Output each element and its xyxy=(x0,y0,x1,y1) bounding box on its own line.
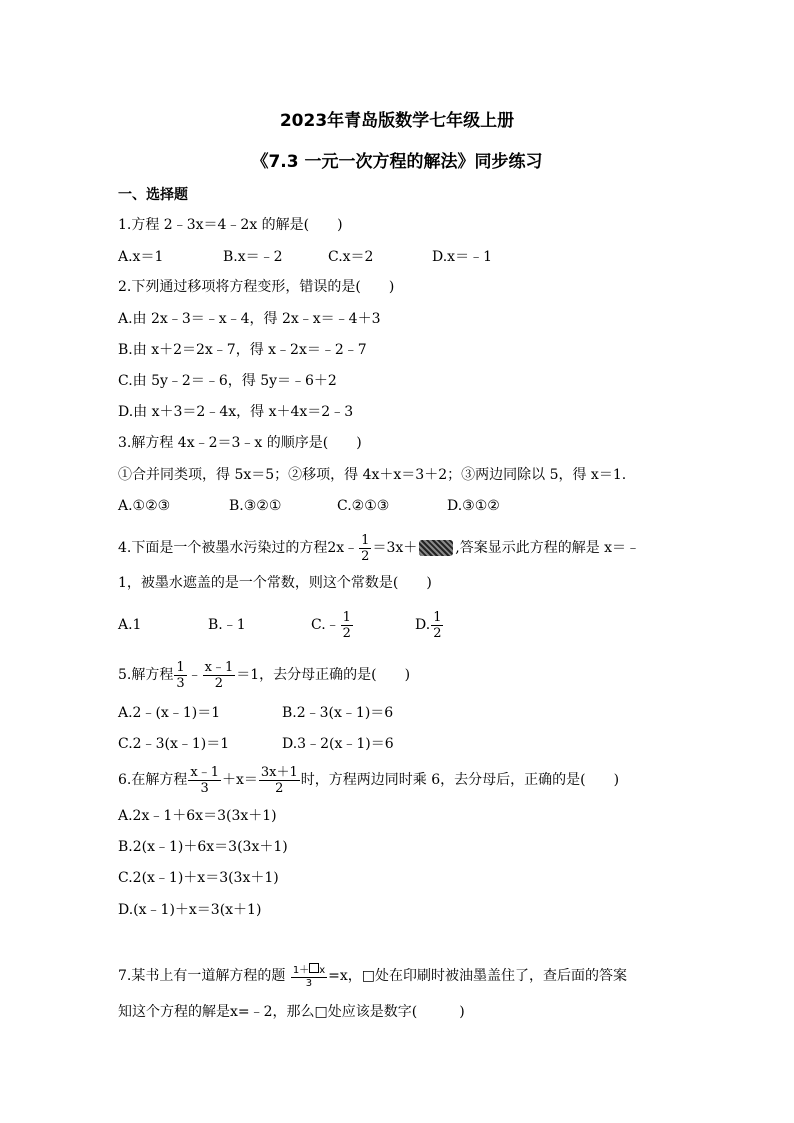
question-5-option-a: A.2﹣(x﹣1)＝1 xyxy=(118,705,221,721)
question-1-stem: 1.方程 2﹣3x＝4﹣2x 的解是( ) xyxy=(118,217,343,233)
section-heading: 一、选择题 xyxy=(118,187,188,203)
question-3-option-a: A.①②③ xyxy=(118,498,171,514)
question-4-text-b: ,答案显示此方程的解是 x＝﹣ xyxy=(455,540,641,556)
question-3-option-c: C.②①③ xyxy=(337,498,390,514)
question-4-eq-right: ＝3x＋ xyxy=(372,540,418,556)
question-1-option-c: C.x＝2 xyxy=(328,249,374,265)
question-3-option-b: B.③②① xyxy=(229,498,282,514)
question-3-option-d: D.③①② xyxy=(447,498,500,514)
worksheet-title: 2023年青岛版数学七年级上册 xyxy=(279,111,515,131)
blank-box-icon xyxy=(309,963,319,973)
question-4-option-a: A.1 xyxy=(118,617,142,633)
question-4-fraction: $\frac{1}{2}$ xyxy=(361,532,370,564)
question-4-option-c: C.﹣ $\frac{1}{2}$ xyxy=(311,609,351,641)
question-1-option-a: A.x＝1 xyxy=(118,249,164,265)
question-6-fraction-2: $\frac{3x+1}{2}$ xyxy=(260,764,298,796)
question-7-fraction: $\frac{1+ x}{3}$ xyxy=(292,964,326,989)
question-2-option-d: D.由 x＋3＝2﹣4x，得 x＋4x＝2﹣3 xyxy=(118,404,354,420)
question-2-option-a: A.由 2x﹣3＝﹣x﹣4，得 2x﹣x＝﹣4＋3 xyxy=(118,311,381,327)
question-3-stem: 3.解方程 4x﹣2＝3﹣x 的顺序是( ) xyxy=(118,435,362,451)
question-2-option-c: C.由 5y﹣2＝﹣6，得 5y＝﹣6＋2 xyxy=(118,373,337,389)
question-6-stem: 6.在解方程 $\frac{x﹣1}{3}$ ＋x＝ $\frac{3x+1}{2}$ 时，方程两边同时乘 6，去分母后，正确的是( ) xyxy=(118,764,620,796)
question-4-option-d: D. $\frac{1}{2}$ xyxy=(415,609,442,641)
worksheet-subtitle: 《7.3 一元一次方程的解法》同步练习 xyxy=(251,152,543,172)
question-1-option-b: B.x＝﹣2 xyxy=(223,249,283,265)
question-5-stem: 5.解方程 $\frac{1}{3}$ ﹣ $\frac{x﹣1}{2}$ ＝1，去分母正确的是( ) xyxy=(118,659,411,691)
question-4-stem xyxy=(118,530,640,566)
question-6-fraction-1: $\frac{x﹣1}{3}$ xyxy=(190,764,219,796)
question-4-eq-left: 2x﹣ xyxy=(327,540,359,556)
question-7-stem-cont: 知这个方程的解是x=﹣2，那么□处应该是数字( ) xyxy=(118,1004,465,1020)
question-6-option-c: C.2(x﹣1)＋x＝3(3x＋1) xyxy=(118,870,279,886)
question-5-option-c: C.2﹣3(x﹣1)＝1 xyxy=(118,736,230,752)
question-6-option-b: B.2(x﹣1)＋6x＝3(3x＋1) xyxy=(118,839,288,855)
question-7-stem: 7.某书上有一道解方程的题 $\frac{1+ x}{3}$ =x，□处在印刷时被油墨盖住了，查后面的答案 xyxy=(118,964,627,989)
question-3-steps: ①合并同类项，得 5x＝5；②移项，得 4x＋x＝3＋2；③两边同除以 5，得 x＝1. xyxy=(118,467,627,483)
question-2-option-b: B.由 x＋2＝2x﹣7，得 x﹣2x＝﹣2﹣7 xyxy=(118,342,367,358)
ink-blot-icon xyxy=(419,540,453,556)
question-5-fraction-1: $\frac{1}{3}$ xyxy=(176,659,185,691)
question-6-option-d: D.(x﹣1)＋x＝3(x＋1) xyxy=(118,902,262,918)
question-5-fraction-2: $\frac{x﹣1}{2}$ xyxy=(204,659,234,691)
question-5-option-b: B.2﹣3(x﹣1)＝6 xyxy=(282,705,394,721)
question-4-stem-cont: 1，被墨水遮盖的是一个常数，则这个常数是( ) xyxy=(118,575,432,591)
question-4-text-a: 4.下面是一个被墨水污染过的方程 xyxy=(118,540,328,556)
question-5-option-d: D.3﹣2(x﹣1)＝6 xyxy=(282,736,394,752)
question-6-option-a: A.2x﹣1＋6x＝3(3x＋1) xyxy=(118,808,277,824)
question-1-option-d: D.x＝﹣1 xyxy=(432,249,492,265)
question-4-option-b: B.﹣1 xyxy=(208,617,246,633)
question-2-stem: 2.下列通过移项将方程变形，错误的是( ) xyxy=(118,279,395,295)
